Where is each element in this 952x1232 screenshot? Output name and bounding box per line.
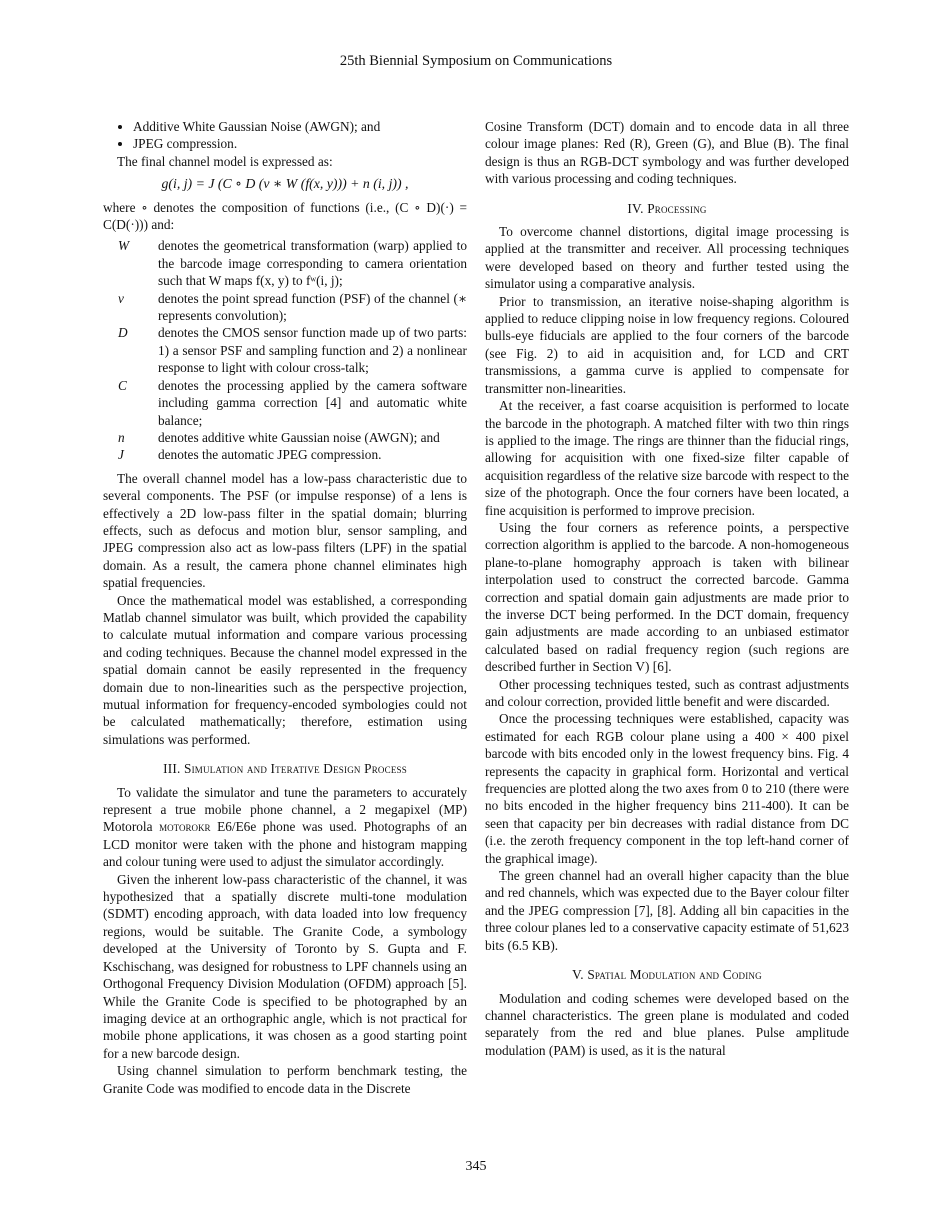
section-title: Processing	[647, 200, 707, 216]
right-column	[485, 118, 849, 1059]
definition-symbol: v	[118, 290, 124, 306]
definition-row	[103, 446, 467, 463]
section-title: Simulation and Iterative Design Process	[184, 761, 407, 777]
bullet-list	[103, 118, 467, 153]
section-heading	[485, 200, 849, 217]
paragraph: where ∘ denotes the composition of functions (i.e., (C ∘ D)(·) = C(D(·))) and:	[103, 199, 467, 233]
section-heading	[485, 966, 849, 983]
definition-text: denotes the processing applied by the camera software including gamma correction [4] and automatic white balance;	[158, 377, 467, 428]
running-header: 25th Biennial Symposium on Communications	[339, 53, 613, 69]
equation: g(i, j) = J (C ∘ D (v ∗ W (f(x, y))) + n (i, j)) ,	[161, 176, 409, 192]
section-title: Spatial Modulation and Coding	[587, 967, 762, 983]
definition-row	[103, 324, 467, 376]
definition-symbol: n	[118, 429, 125, 445]
definition-row	[103, 237, 467, 289]
text-run: To validate the simulator and tune the parameters to accurately represent a true mobile phone channel, a 2 megapixel (MP) Motorola	[103, 784, 467, 835]
paragraph: Prior to transmission, an iterative noise-shaping algorithm is applied to reduce clipping noise in low frequency regions. Coloured bulls-eye fiducials are applied to the four corners of the barcode (see Fig. 2) to aid in acquisition and, for LCD and CRT transmissions, a gamma curve is applied to compensate for transmitter non-linearities.	[485, 293, 849, 396]
bullet-item: • JPEG compression.	[133, 135, 467, 152]
definition-symbol: C	[118, 377, 127, 393]
section-number: IV.	[627, 200, 644, 216]
paragraph: Using the four corners as reference points, a perspective correction algorithm is applied to the barcode. A non-homogeneous plane-to-plane homography approach is taken with bilinear interpolation used to construct the corrected barcode. Gamma correction and spatial domain gain adjustments are made prior to the inverse DCT being performed. In the DCT domain, frequency gain adjustments are made according to an unbiased estimator calculated based on radial frequency region (such regions are described further in Section V) [6].	[485, 519, 849, 675]
paragraph: Other processing techniques tested, such as contrast adjustments and colour correction, provided little benefit and were discarded.	[485, 676, 849, 709]
definition-text: denotes the point spread function (PSF) of the channel (∗ represents convolution);	[158, 290, 467, 324]
paragraph: Modulation and coding schemes were developed based on the channel characteristics. The green plane is modulated and coded separately from the red and blue planes. Pulse amplitude modulation (PAM) is used, as it is the natural	[485, 990, 849, 1058]
paragraph: At the receiver, a fast coarse acquisition is performed to locate the barcode in the photograph. A matched filter with two thin rings is applied to the image. The rings are thinner than the fiducial rings, allowing for acquisition with one fixed-size filter capable of acquisition regardless of the relative size barcode with respect to the size of the photograph. Once the four corners have been located, a fine acquisition is performed to improve precision.	[485, 398, 849, 518]
section-number: III.	[163, 761, 181, 777]
definition-row	[103, 290, 467, 325]
paragraph	[103, 784, 467, 871]
section-number: V.	[572, 967, 584, 983]
paragraph: Cosine Transform (DCT) domain and to encode data in all three colour image planes: Red (R), Green (G), and Blue (B). The final design is thus an RGB-DCT symbology and was further developed with various processing and coding techniques.	[485, 119, 849, 187]
definition-symbol: D	[118, 325, 128, 341]
brand-name: motorokr	[159, 819, 211, 835]
text-run: E6/E6e phone was used. Photographs of an LCD monitor were taken with the phone and histogram mapping and colour tuning were used to adjust the simulator accordingly.	[103, 819, 468, 870]
page-number: 345	[465, 1159, 487, 1174]
paragraph: Once the processing techniques were established, capacity was estimated for each RGB colour plane using a 400 × 400 pixel barcode with bits encoded only in the lowest frequency bins. Fig. 4 represents the capacity in graphical form. Horizontal and vertical frequencies are plotted along the two axes from 0 to 210 (there were no bits encoded in the higher frequency bins 211-400). It can be seen that capacity per bin decreases with radial distance from DC (i.e. the zeroth frequency component in the top left-hand corner of the graphical image).	[485, 711, 849, 866]
paragraph: Using channel simulation to perform benchmark testing, the Granite Code was modified to encode data in the Discrete	[103, 1063, 467, 1096]
definition-text: denotes the automatic JPEG compression.	[158, 447, 382, 463]
paragraph: The final channel model is expressed as:	[117, 153, 333, 169]
definition-symbol: W	[118, 238, 130, 254]
left-column	[103, 118, 467, 1097]
paragraph: Given the inherent low-pass characteristic of the channel, it was hypothesized that a spatially discrete multi-tone modulation (SDMT) encoding approach, with data loaded into low frequency regions, would be suitable. The Granite Code, a symbology developed at the University of Toronto by S. Gupta and F. Kschischang, was designed for robustness to LPF channels using an Orthogonal Frequency Division Modulation (OFDM) approach [5]. While the Granite Code is specified to be photographed by an imaging device at an orthographic angle, which is not practical for mobile phone applications, it was chosen as a good starting point for a new barcode design.	[103, 871, 467, 1061]
definition-list	[103, 237, 467, 463]
paragraph: The overall channel model has a low-pass characteristic due to several components. The PSF (or impulse response) of a lens is effectively a 2D low-pass filter in the spatial domain; blurring effects, such as defocus and motion blur, sensor sampling, and JPEG compression also act as low-pass filters (LPF) in the spatial domain. As a result, the camera phone channel eliminates high spatial frequencies.	[103, 470, 467, 591]
paragraph: To overcome channel distortions, digital image processing is applied at the transmitter and receiver. All processing techniques were developed based on theory and further tested using the simulator using a comparative analysis.	[485, 224, 849, 292]
definition-symbol: J	[118, 447, 124, 463]
paragraph: Once the mathematical model was established, a corresponding Matlab channel simulator was built, which provided the capability to calculate mutual information and compare various processing and coding techniques. Because the channel model expressed in the spatial domain cannot be easily represented in the frequency domain due to non-linearities such as the perspective projection, mutual information for frequency-encoded symbologies could not be calculated mathematically; therefore, estimation using simulations was performed.	[103, 592, 467, 747]
bullet-item: • Additive White Gaussian Noise (AWGN); and	[133, 118, 467, 135]
section-heading	[103, 760, 467, 777]
definition-text: denotes additive white Gaussian noise (AWGN); and	[158, 429, 440, 445]
definition-text: denotes the CMOS sensor function made up of two parts: 1) a sensor PSF and sampling function and 2) a nonlinear response to light with colour cross-talk;	[158, 325, 467, 376]
definition-row	[103, 429, 467, 446]
definition-row	[103, 377, 467, 429]
definition-text: denotes the geometrical transformation (warp) applied to the barcode image corresponding to camera orientation such that W maps f(x, y) to fʷ(i, j);	[158, 238, 467, 289]
paragraph: The green channel had an overall higher capacity than the blue and red channels, which was expected due to the Bayer colour filter and the JPEG compression [7], [8]. Adding all bin capacities in the three colour planes led to a conservative capacity estimate of 51,623 bits (6.5 KB).	[485, 868, 849, 953]
